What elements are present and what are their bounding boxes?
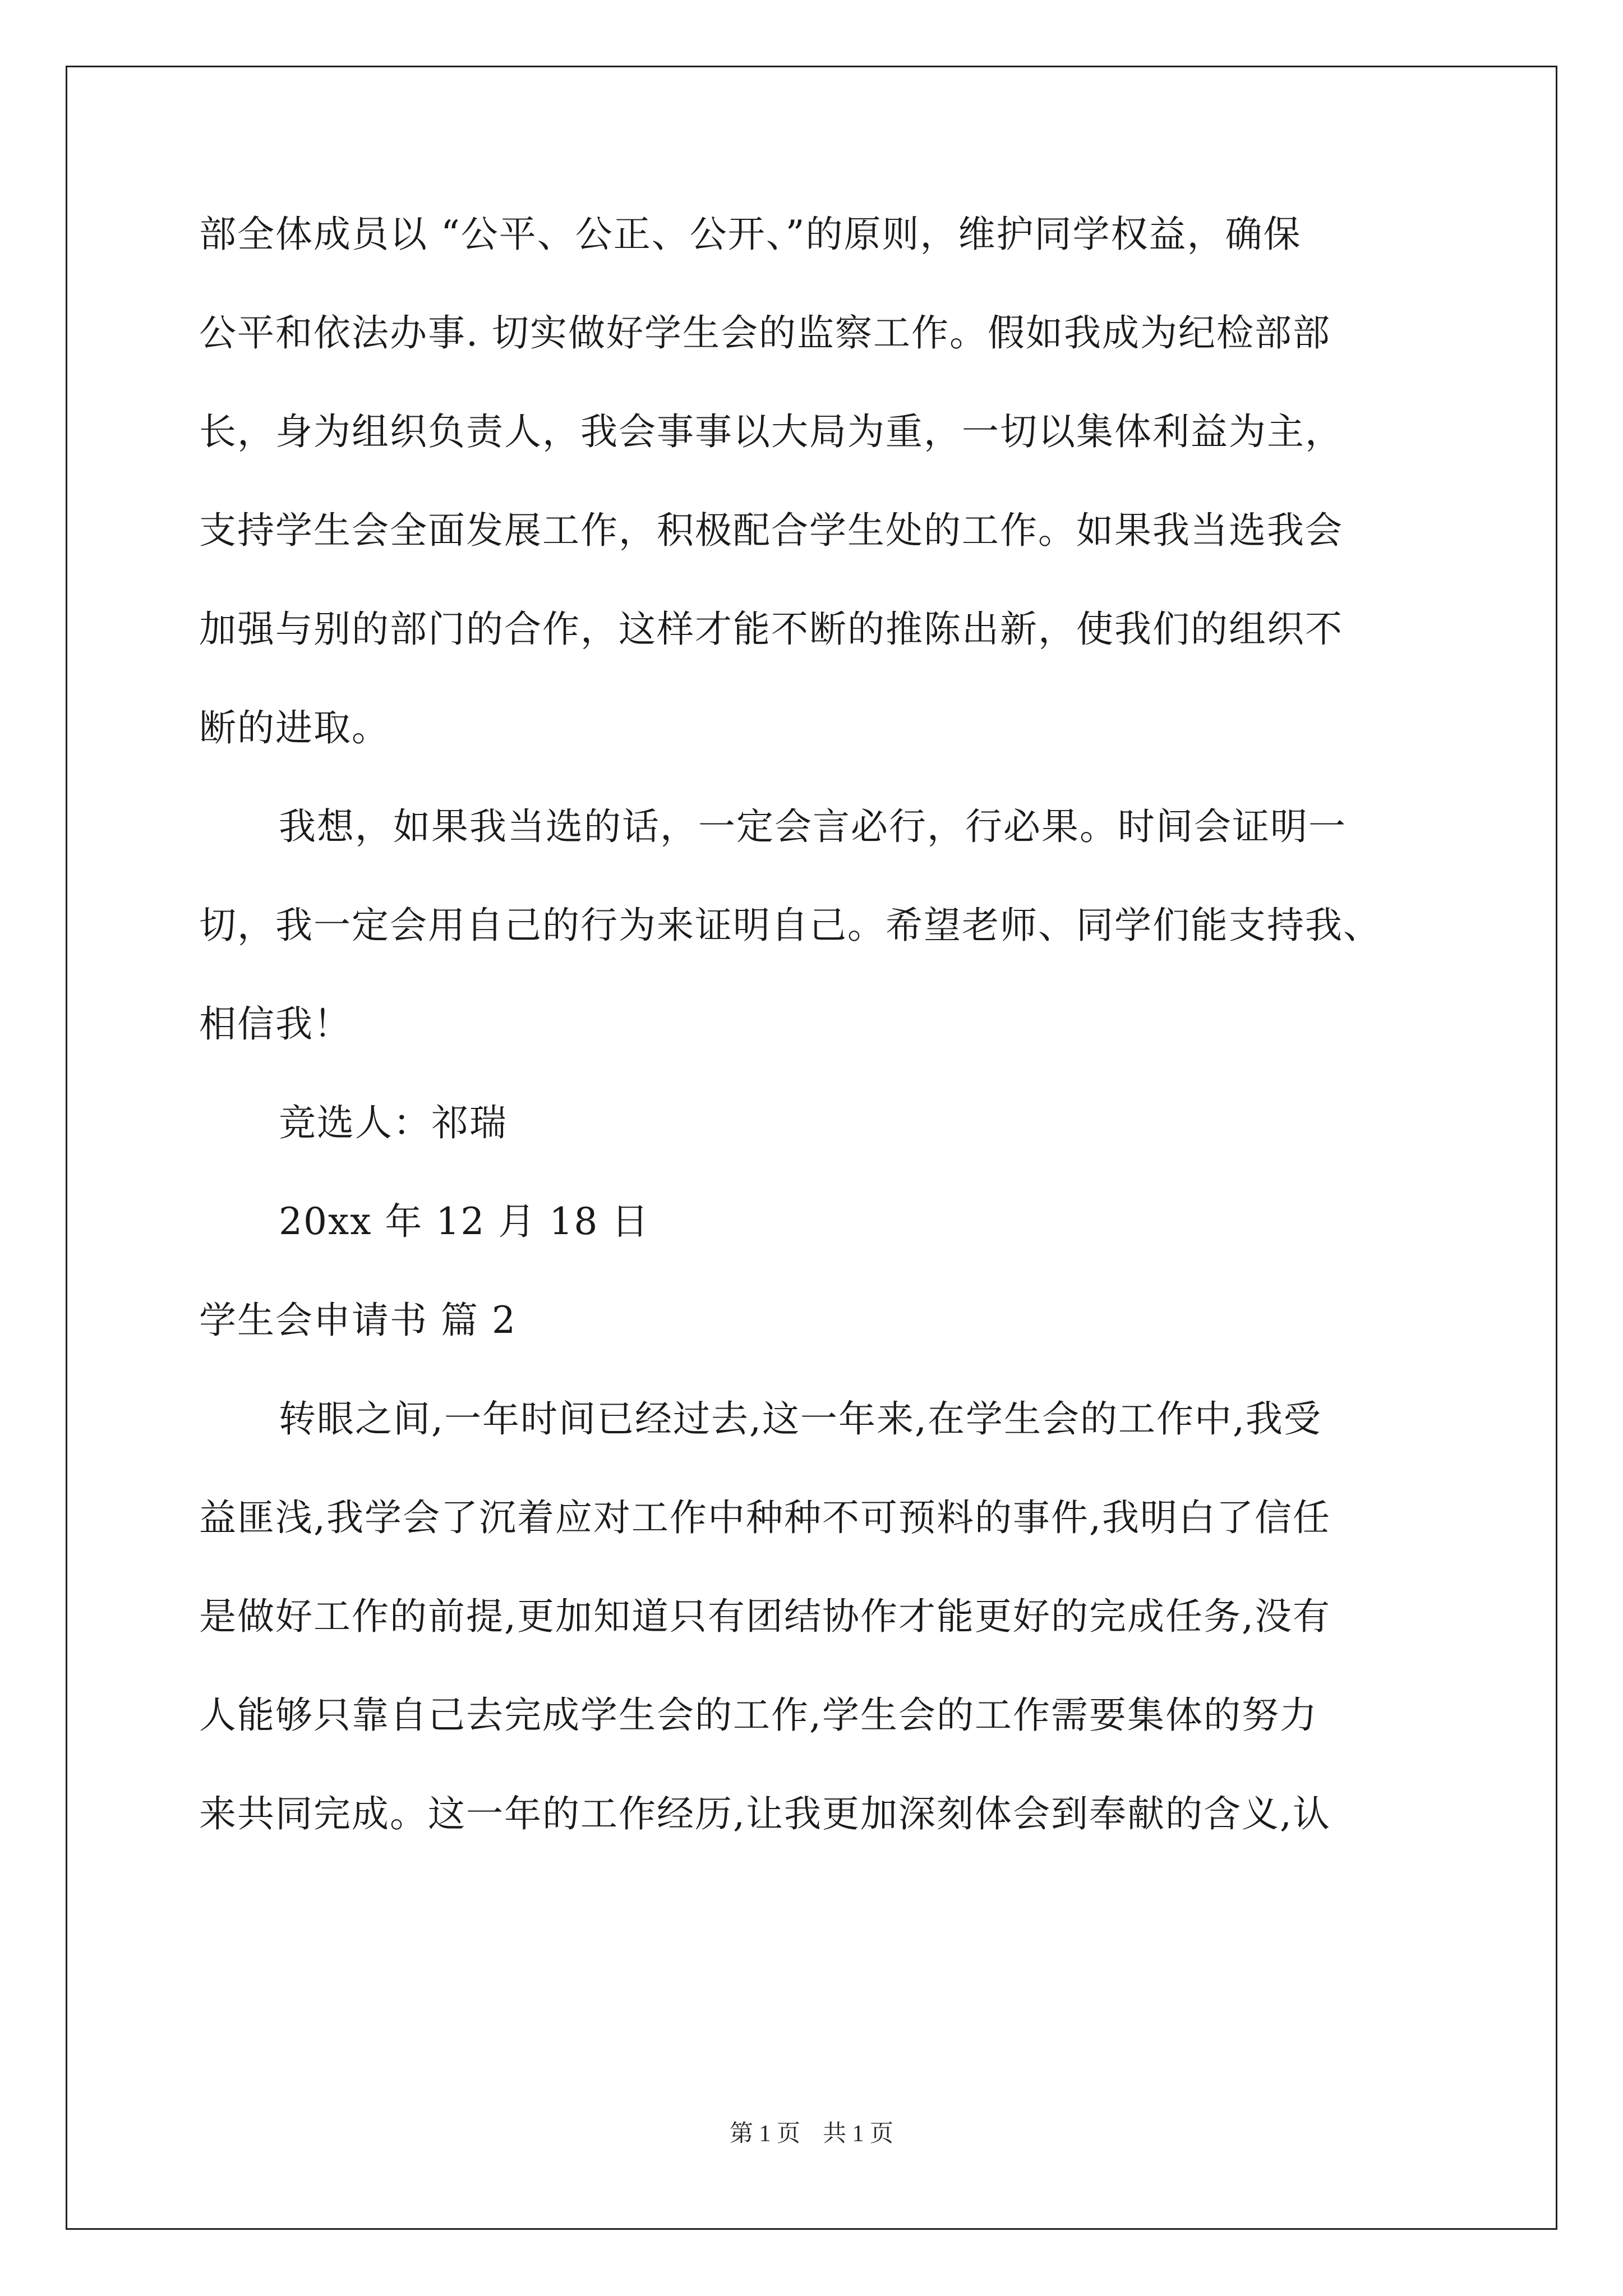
text-line-8: 切，我一定会用自己的行为来证明自己。希望老师、同学们能支持我、 xyxy=(199,904,1381,947)
text-line-17: 来共同完成。这一年的工作经历,让我更加深刻体会到奉献的含义,认 xyxy=(199,1792,1331,1835)
text-line-7: 我想，如果我当选的话，一定会言必行，行必果。时间会证明一 xyxy=(279,805,1347,848)
page-number-total: 共 1 页 xyxy=(823,2121,894,2147)
text-line-16: 人能够只靠自己去完成学生会的工作,学生会的工作需要集体的努力 xyxy=(199,1694,1318,1737)
text-line-2: 公平和依法办事. 切实做好学生会的监察工作。假如我成为纪检部部 xyxy=(199,311,1331,355)
text-line-6: 断的进取。 xyxy=(199,706,390,749)
text-line-9: 相信我！ xyxy=(199,1002,352,1046)
document-body xyxy=(199,213,1433,1894)
text-line-5: 加强与别的部门的合作，这样才能不断的推陈出新，使我们的组织不 xyxy=(199,608,1343,651)
candidate-signature: 竞选人：祁瑞 xyxy=(279,1101,508,1144)
text-line-3: 长，身为组织负责人，我会事事以大局为重，一切以集体利益为主， xyxy=(199,410,1343,453)
text-line-4: 支持学生会全面发展工作，积极配合学生处的工作。如果我当选我会 xyxy=(199,509,1343,552)
page-number-current: 第 1 页 xyxy=(729,2121,800,2147)
text-line-1: 部全体成员以 “公平、公正、公开、”的原则，维护同学权益，确保 xyxy=(199,213,1302,256)
text-line-13: 转眼之间,一年时间已经过去,这一年来,在学生会的工作中,我受 xyxy=(279,1397,1322,1441)
page-footer xyxy=(0,2115,1623,2148)
document-date: 20xx 年 12 月 18 日 xyxy=(279,1200,650,1243)
section-heading: 学生会申请书 篇 2 xyxy=(199,1299,517,1342)
text-line-14: 益匪浅,我学会了沉着应对工作中种种不可预料的事件,我明白了信任 xyxy=(199,1496,1331,1539)
text-line-15: 是做好工作的前提,更加知道只有团结协作才能更好的完成任务,没有 xyxy=(199,1595,1331,1638)
